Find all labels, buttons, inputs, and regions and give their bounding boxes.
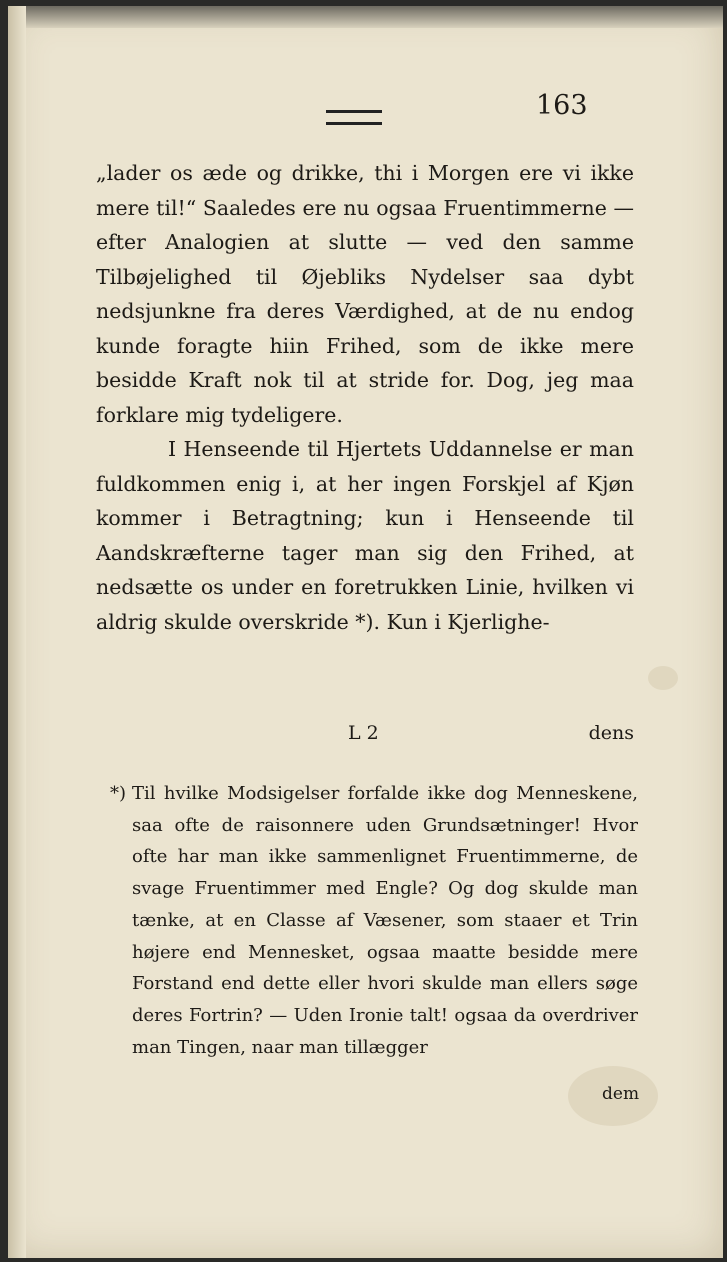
- catchword: dens: [588, 722, 634, 744]
- footnote-text: Til hvilke Modsigelser forfalde ikke dog Menneskene, saa ofte de raisonnere uden Grundsætninger! Hvor ofte har man ikke sammenlignet Fruentimmerne, de svage Fruentimmer med Engle? Og dog skulde man tænke, at en Classe af Væsener, som staaer et Trin højere end Mennesket, ogsaa maatte besidde mere Forstand end dette eller hvori skulde man ellers søge deres Fortrin? — Uden Ironie talt! ogsaa da overdriver man Tingen, naar man tillægger: [132, 783, 638, 1058]
- header-rule-ornament: [326, 110, 382, 125]
- page-top-edge: [8, 6, 723, 28]
- signature-row: [96, 722, 634, 752]
- signature-mark: L 2: [348, 722, 379, 744]
- footnote-catchword: dem: [602, 1084, 640, 1104]
- paper-stain: [648, 666, 678, 690]
- book-page: [8, 6, 723, 1258]
- page-spine-shadow: [8, 6, 26, 1258]
- footnote-marker: *): [110, 783, 127, 804]
- main-text-body: [96, 156, 634, 639]
- footnote: [110, 778, 638, 1063]
- page-number: 163: [536, 90, 588, 121]
- paragraph: I Henseende til Hjertets Uddannelse er man fuldkommen enig i, at her ingen Forskjel af Kjøn kommer i Betragtning; kun i Henseende til Aandskræfterne tager man sig den Frihed, at nedsætte os under en foretrukken Linie, hvilken vi aldrig skulde overskride *). Kun i Kjerlighe-: [96, 437, 634, 634]
- paragraph: „lader os æde og drikke, thi i Morgen ere vi ikke mere til!“ Saaledes ere nu ogsaa Fruentimmerne — efter Analogien at slutte — ved den samme Tilbøjelighed til Øjebliks Nydelser saa dybt nedsjunkne fra deres Værdighed, at de nu endog kunde foragte hiin Frihed, som de ikke mere besidde Kraft nok til at stride for. Dog, jeg maa forklare mig tydeligere.: [96, 161, 634, 427]
